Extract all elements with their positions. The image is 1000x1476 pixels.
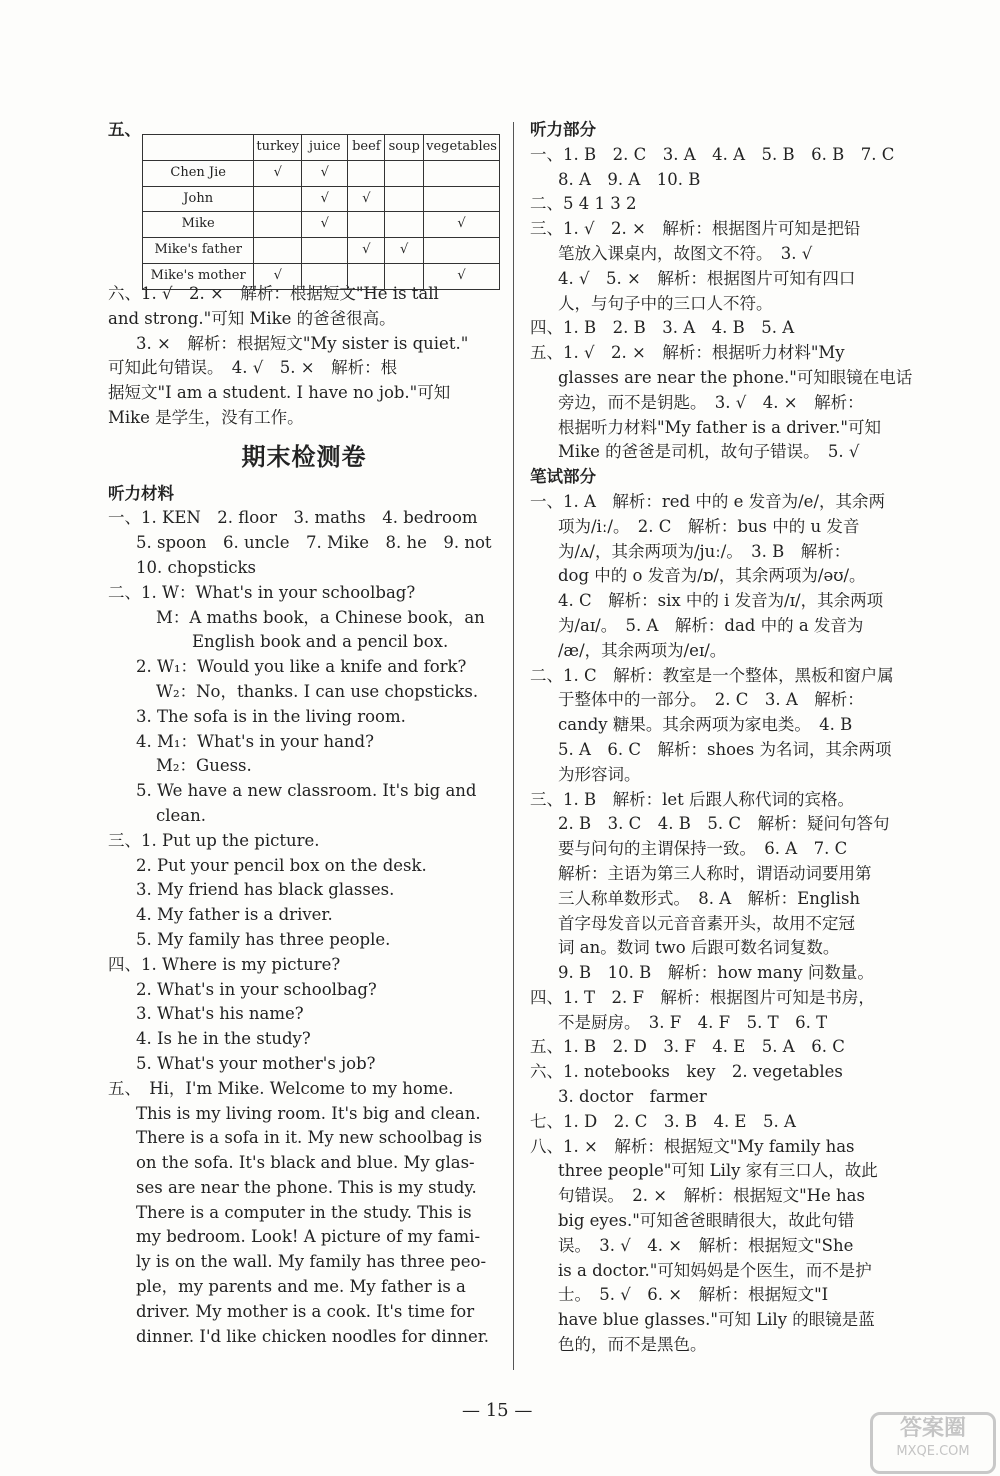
text-line: 六、1. notebooks key 2. vegetables <box>530 1062 843 1082</box>
text-line: dog 中的 o 发音为/ɒ/，其余两项为/əʊ/。 <box>558 566 866 586</box>
table-cell <box>424 160 500 186</box>
text-line: 二、1. W：What's in your schoolbag? <box>108 582 416 602</box>
table-cell <box>348 263 385 289</box>
text-line: This is my living room. It's big and clean. <box>136 1103 481 1123</box>
text-line: 误。 3. √ 4. × 解析：根据短文"She <box>558 1235 854 1255</box>
text-line: 于整体中的一部分。 2. C 3. A 解析： <box>558 690 864 710</box>
text-line: English book and a pencil box. <box>192 632 449 652</box>
table-cell <box>424 186 500 212</box>
row-name: Mike <box>143 212 254 238</box>
row-name: John <box>143 186 254 212</box>
text-line: 二、1. C 解析：教室是一个整体，黑板和窗户属 <box>530 665 894 685</box>
text-line: M₂：Guess. <box>156 756 252 776</box>
table-cell <box>254 186 302 212</box>
subsection-heading: 笔试部分 <box>530 467 596 487</box>
text-line: 5. My family has three people. <box>136 929 391 949</box>
text-line: 不是厨房。 3. F 4. F 5. T 6. T <box>558 1012 828 1032</box>
text-line: 为/ʌ/，其余两项为/juː/。 3. B 解析： <box>558 541 851 561</box>
text-line: three people"可知 Lily 家有三口人，故此 <box>558 1161 878 1181</box>
table-cell: √ <box>254 263 302 289</box>
text-line: 首字母发音以元音音素开头，故用不定冠 <box>558 913 855 933</box>
table-cell: √ <box>424 263 500 289</box>
subsection-heading: 听力部分 <box>530 120 596 139</box>
text-line: is a doctor."可知妈妈是个医生，而不是护 <box>558 1260 872 1280</box>
text-line: 三、1. √ 2. × 解析：根据图片可知是把铅 <box>530 219 861 239</box>
table-cell <box>385 186 424 212</box>
text-line: 3. The sofa is in the living room. <box>136 706 406 726</box>
text-line: 3. My friend has black glasses. <box>136 880 395 900</box>
table-cell <box>385 160 424 186</box>
text-line: 4. M₁：What's in your hand? <box>136 731 374 751</box>
text-line: 4. √ 5. × 解析：根据图片可知有四口 <box>558 268 856 288</box>
text-line: 据短文"I am a student. I have no job."可知 <box>108 383 451 403</box>
text-line: 五、1. B 2. D 3. F 4. E 5. A 6. C <box>530 1037 845 1057</box>
table-cell <box>385 212 424 238</box>
text-line: clean. <box>156 805 206 825</box>
text-line: 句错误。 2. × 解析：根据短文"He has <box>558 1186 865 1206</box>
text-line: have blue glasses."可知 Lily 的眼镜是蓝 <box>558 1310 875 1330</box>
table-header: turkey <box>254 135 302 161</box>
watermark-text: 答案圈 <box>899 1416 966 1441</box>
listening-material <box>108 482 500 1350</box>
column-divider <box>513 122 514 1370</box>
table-row <box>143 263 500 289</box>
table-cell <box>348 212 385 238</box>
text-line: 9. B 10. B 解析：how many 问数量。 <box>558 963 874 983</box>
text-line: my bedroom. Look! A picture of my fami- <box>136 1227 481 1247</box>
text-line: 3. What's his name? <box>136 1004 304 1024</box>
text-line: big eyes."可知爸爸眼睛很大，故此句错 <box>558 1211 855 1231</box>
text-line: 解析：主语为第三人称时，谓语动词要用第 <box>558 863 872 883</box>
text-line: 士。 5. √ 6. × 解析：根据短文"I <box>558 1285 829 1305</box>
text-line: 4. Is he in the study? <box>136 1029 311 1049</box>
text-line: 3. doctor farmer <box>558 1087 707 1107</box>
text-line: 项为/iː/。 2. C 解析：bus 中的 u 发音 <box>558 516 860 536</box>
table-cell <box>385 263 424 289</box>
text-line: ses are near the phone. This is my study. <box>136 1177 477 1197</box>
text-line: There is a computer in the study. This is <box>136 1202 472 1222</box>
text-line: 2. What's in your schoolbag? <box>136 979 377 999</box>
text-line: 一、1. KEN 2. floor 3. maths 4. bedroom <box>108 508 478 528</box>
table-section-label: 五、 <box>108 120 141 139</box>
text-line: 5. What's your mother's job? <box>136 1053 376 1073</box>
right-column <box>530 118 922 1358</box>
text-line: glasses are near the phone."可知眼镜在电话 <box>558 367 913 387</box>
text-line: 10. chopsticks <box>136 557 256 577</box>
table-cell <box>254 238 302 264</box>
table-cell: √ <box>302 160 348 186</box>
text-line: Mike 的爸爸是司机，故句子错误。 5. √ <box>558 442 860 462</box>
table-header: juice <box>302 135 348 161</box>
text-line: 八、1. × 解析：根据短文"My family has <box>530 1136 855 1156</box>
text-line: 人，与句子中的三口人不符。 <box>558 293 773 313</box>
text-line: 旁边，而不是钥匙。 3. √ 4. × 解析： <box>558 392 864 412</box>
text-line: 5. A 6. C 解析：shoes 为名词，其余两项 <box>558 739 892 759</box>
text-line: 三人称单数形式。 8. A 解析：English <box>558 888 861 908</box>
table-header: beef <box>348 135 385 161</box>
text-line: candy 糖果。其余两项为家电类。 4. B <box>558 715 853 735</box>
subsection-heading: 听力材料 <box>108 483 174 503</box>
text-line: 四、1. B 2. B 3. A 4. B 5. A <box>530 318 795 338</box>
text-line: 七、1. D 2. C 3. B 4. E 5. A <box>530 1111 796 1131</box>
text-line: 2. B 3. C 4. B 5. C 解析：疑问句答句 <box>558 814 890 834</box>
table-cell <box>254 212 302 238</box>
food-table <box>142 134 500 290</box>
text-line: on the sofa. It's black and blue. My glas- <box>136 1153 475 1173</box>
text-line: 5. We have a new classroom. It's big and <box>136 781 477 801</box>
table-cell <box>302 263 348 289</box>
text-line: 色的，而不是黑色。 <box>558 1335 707 1355</box>
section-title: 期末检测卷 <box>241 441 367 471</box>
text-line: 4. My father is a driver. <box>136 905 333 925</box>
text-line: 为形容词。 <box>558 764 641 784</box>
text-line: 二、5 4 1 3 2 <box>530 194 637 214</box>
text-line: 三、1. B 解析：let 后跟人称代词的宾格。 <box>530 789 855 809</box>
text-line: 2. Put your pencil box on the desk. <box>136 855 427 875</box>
text-line: 笔放入课桌内，故图文不符。 3. √ <box>558 243 813 263</box>
watermark-logo <box>870 1412 996 1474</box>
table-cell: √ <box>424 212 500 238</box>
text-line: 五、1. √ 2. × 解析：根据听力材料"My <box>530 343 845 363</box>
table-cell <box>348 160 385 186</box>
left-column <box>108 118 500 1349</box>
table-cell: √ <box>348 238 385 264</box>
table-row <box>143 212 500 238</box>
table-header: vegetables <box>424 135 500 161</box>
table-cell <box>302 238 348 264</box>
row-name: Mike's father <box>143 238 254 264</box>
answer-section-six <box>108 282 500 431</box>
table-cell: √ <box>302 186 348 212</box>
table-cell: √ <box>348 186 385 212</box>
text-line: 一、1. B 2. C 3. A 4. A 5. B 6. B 7. C <box>530 144 895 164</box>
text-line: ple，my parents and me. My father is a <box>136 1277 466 1297</box>
text-line: ly is on the wall. My family has three peo- <box>136 1252 487 1272</box>
text-line: 可知此句错误。 4. √ 5. × 解析：根 <box>108 358 398 378</box>
text-line: dinner. I'd like chicken noodles for dinner. <box>136 1326 490 1346</box>
text-line: Mike 是学生，没有工作。 <box>108 407 304 427</box>
text-line: 一、1. A 解析：red 中的 e 发音为/e/，其余两 <box>530 491 885 511</box>
text-line: 四、1. T 2. F 解析：根据图片可知是书房， <box>530 987 875 1007</box>
text-line: 4. C 解析：six 中的 i 发音为/ɪ/，其余两项 <box>558 591 884 611</box>
row-name: Mike's mother <box>143 263 254 289</box>
text-line: M：A maths book，a Chinese book，an <box>156 607 485 627</box>
table-corner <box>143 135 254 161</box>
text-line: and strong."可知 Mike 的爸爸很高。 <box>108 308 396 328</box>
table-cell <box>424 238 500 264</box>
row-name: Chen Jie <box>143 160 254 186</box>
text-line: driver. My mother is a cook. It's time for <box>136 1301 475 1321</box>
text-line: 三、1. Put up the picture. <box>108 830 320 850</box>
table-header: soup <box>385 135 424 161</box>
table-row <box>143 186 500 212</box>
text-line: 根据听力材料"My father is a driver."可知 <box>558 417 881 437</box>
table-cell: √ <box>385 238 424 264</box>
answer-table-block <box>108 118 500 282</box>
text-line: 为/aɪ/。 5. A 解析：dad 中的 a 发音为 <box>558 615 864 635</box>
text-line: 四、1. Where is my picture? <box>108 954 341 974</box>
text-line: 8. A 9. A 10. B <box>558 169 701 189</box>
text-line: W₂：No，thanks. I can use chopsticks. <box>156 681 479 701</box>
text-line: There is a sofa in it. My new schoolbag is <box>136 1128 483 1148</box>
text-line: 2. W₁：Would you like a knife and fork? <box>136 657 467 677</box>
watermark-url: MXQE.COM <box>896 1444 970 1459</box>
text-line: 3. × 解析：根据短文"My sister is quiet." <box>136 333 469 353</box>
table-cell: √ <box>302 212 348 238</box>
table-header-row <box>143 135 500 161</box>
text-line: 六、1. √ 2. × 解析：根据短文"He is tall <box>108 284 439 303</box>
text-line: 要与问句的主谓保持一致。 6. A 7. C <box>558 839 848 859</box>
table-row <box>143 160 500 186</box>
page-number: — 15 — <box>462 1400 533 1421</box>
table-row <box>143 238 500 264</box>
table-cell: √ <box>254 160 302 186</box>
text-line: /æ/，其余两项为/eɪ/。 <box>558 640 727 660</box>
text-line: 五、 Hi，I'm Mike. Welcome to my home. <box>108 1078 454 1098</box>
text-line: 5. spoon 6. uncle 7. Mike 8. he 9. not <box>136 533 492 553</box>
text-line: 词 an。数词 two 后跟可数名词复数。 <box>558 938 840 958</box>
